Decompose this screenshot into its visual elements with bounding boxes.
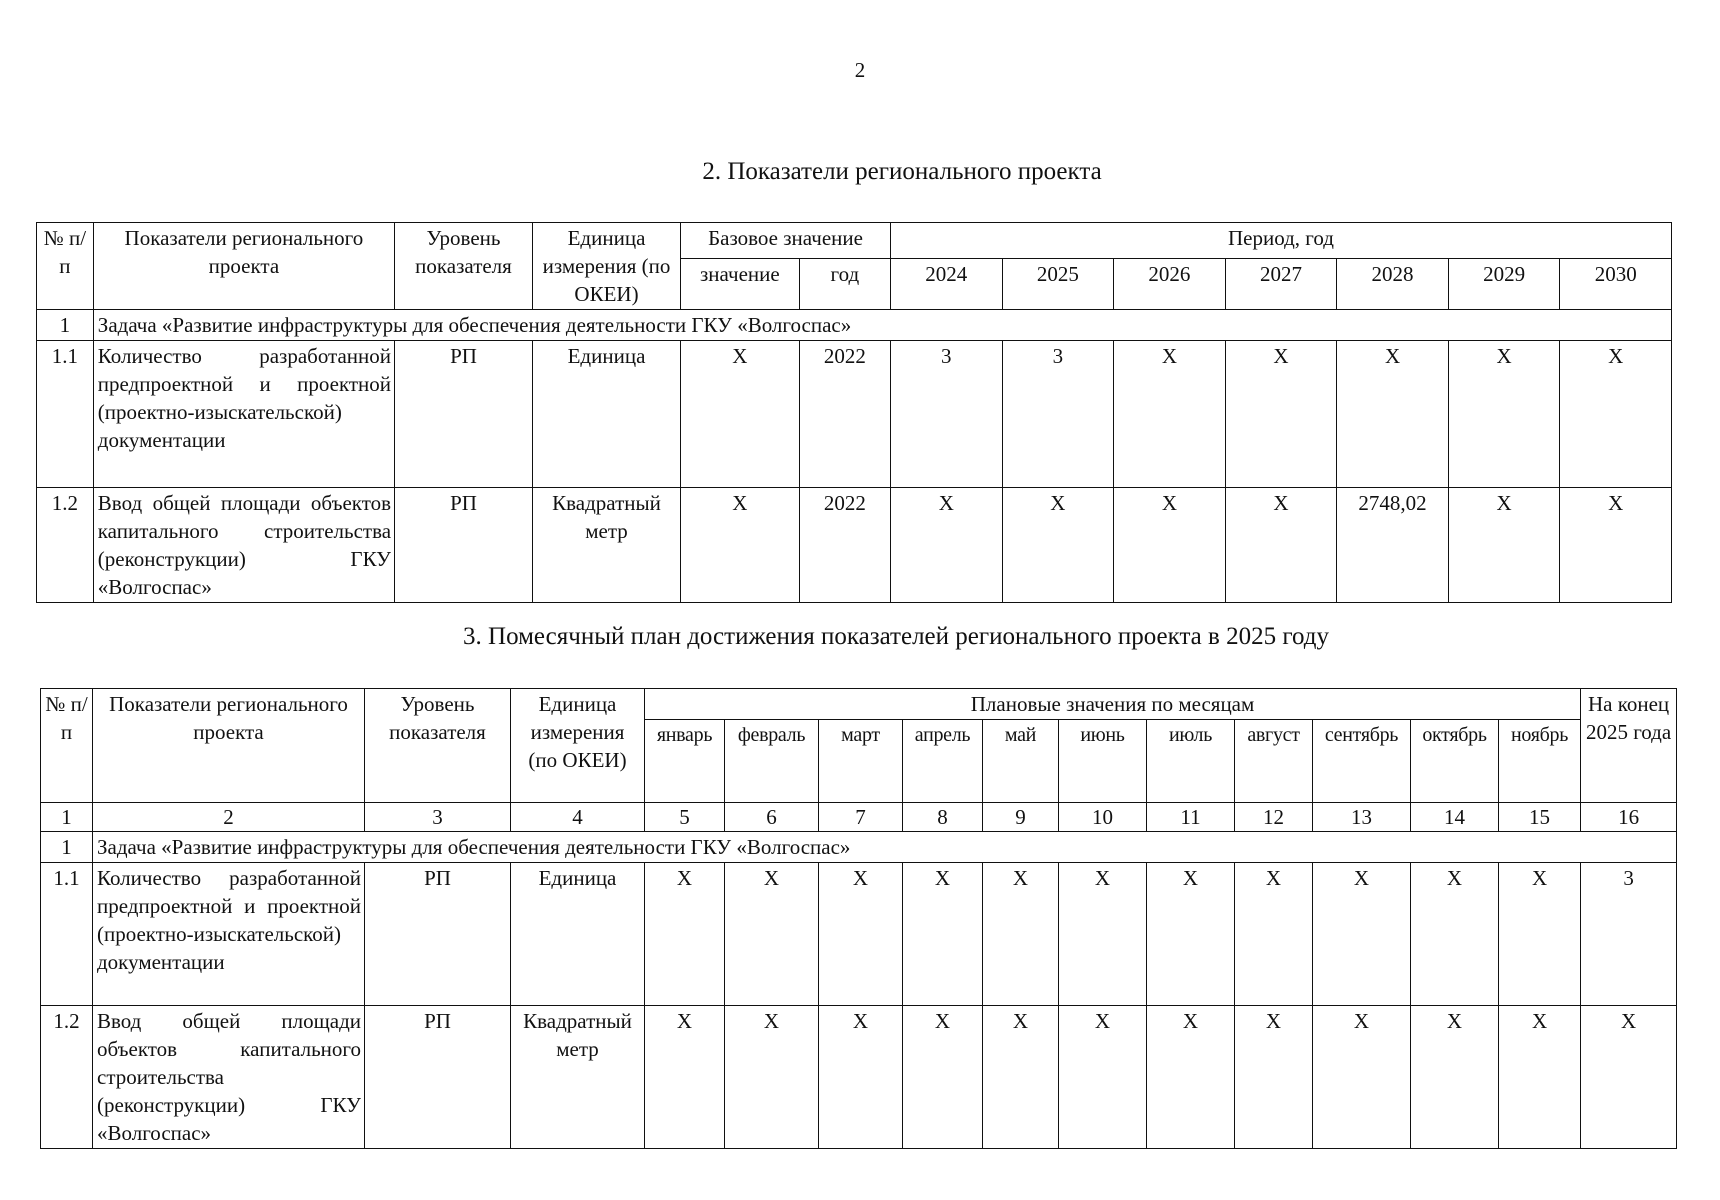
header-month: февраль [725,720,819,803]
row-month-value: X [903,863,983,1006]
task-text: Задача «Развитие инфраструктуры для обеспечения деятельности ГКУ «Волгоспас» [93,310,1671,341]
row-num: 1.2 [37,488,94,603]
row-year-value: X [1114,341,1226,488]
row-month-value: X [1059,863,1147,1006]
row-year-value: X [1448,488,1560,603]
row-month-value: X [1499,1006,1581,1149]
header-level: Уровень показателя [395,223,533,310]
header-month: июнь [1059,720,1147,803]
header-indicator: Показатели регионального проекта [93,689,365,803]
task-row [41,832,1677,863]
row-month-value: X [1147,863,1235,1006]
row-base-value: X [681,341,800,488]
row-unit: Единица [511,863,645,1006]
row-num: 1.1 [41,863,93,1006]
row-level: РП [365,863,511,1006]
table-row [41,1006,1677,1149]
column-numbers-row [41,803,1677,832]
header-num: № п/п [37,223,94,310]
header-year: 2027 [1225,259,1337,310]
row-level: РП [395,488,533,603]
column-number: 14 [1411,803,1499,832]
column-number: 15 [1499,803,1581,832]
row-year-value: X [1560,341,1672,488]
column-number: 3 [365,803,511,832]
column-number: 11 [1147,803,1235,832]
column-number: 6 [725,803,819,832]
row-month-value: X [1411,863,1499,1006]
header-month: август [1235,720,1313,803]
table-row [37,488,1672,603]
row-indicator: Ввод общей площади объектов капитального строительства (реконструкции) ГКУ «Волгоспас» [93,1006,365,1149]
row-month-value: X [983,863,1059,1006]
indicators-table [36,222,1672,603]
row-month-value: X [1411,1006,1499,1149]
row-month-value: X [1313,1006,1411,1149]
header-year: 2026 [1114,259,1226,310]
column-number: 9 [983,803,1059,832]
header-period: Период, год [891,223,1672,259]
header-unit: Единица измерения (по ОКЕИ) [532,223,680,310]
header-month: сентябрь [1313,720,1411,803]
row-month-value: X [725,1006,819,1149]
column-number: 8 [903,803,983,832]
row-year-value: 2748,02 [1337,488,1449,603]
row-year-value: 3 [891,341,1003,488]
header-base: Базовое значение [681,223,891,259]
header-year: 2028 [1337,259,1449,310]
row-month-value: X [645,863,725,1006]
table-row [41,863,1677,1006]
row-month-value: X [903,1006,983,1149]
section-2-title: 2. Показатели регионального проекта [702,158,1102,185]
column-number: 1 [41,803,93,832]
row-month-value: X [1059,1006,1147,1149]
header-unit: Единица измерения (по ОКЕИ) [511,689,645,803]
row-unit: Квадратный метр [532,488,680,603]
row-month-value: X [1313,863,1411,1006]
monthly-plan-table [40,688,1677,1149]
row-end-value: X [1581,1006,1677,1149]
row-month-value: X [1147,1006,1235,1149]
row-month-value: X [1499,863,1581,1006]
header-end-of-year: На конец 2025 года [1581,689,1677,803]
header-month: октябрь [1411,720,1499,803]
header-year: 2030 [1560,259,1672,310]
row-num: 1.1 [37,341,94,488]
task-text: Задача «Развитие инфраструктуры для обеспечения деятельности ГКУ «Волгоспас» [93,832,1677,863]
column-number: 2 [93,803,365,832]
row-month-value: X [1235,1006,1313,1149]
row-base-value: X [681,488,800,603]
row-year-value: 3 [1002,341,1114,488]
header-year: 2024 [891,259,1003,310]
row-end-value: 3 [1581,863,1677,1006]
row-year-value: X [1448,341,1560,488]
row-base-year: 2022 [799,488,890,603]
row-year-value: X [1114,488,1226,603]
row-num: 1.2 [41,1006,93,1149]
column-number: 10 [1059,803,1147,832]
header-month: апрель [903,720,983,803]
row-year-value: X [1225,488,1337,603]
row-month-value: X [1235,863,1313,1006]
column-number: 5 [645,803,725,832]
header-month: январь [645,720,725,803]
header-plan: Плановые значения по месяцам [645,689,1581,720]
row-indicator: Количество разработанной предпроектной и проектной (проектно-изыскательской) документации [93,341,394,488]
task-num: 1 [41,832,93,863]
row-indicator: Ввод общей площади объектов капитального строительства (реконструкции) ГКУ «Волгоспас» [93,488,394,603]
row-level: РП [395,341,533,488]
header-year: 2025 [1002,259,1114,310]
row-year-value: X [891,488,1003,603]
row-year-value: X [1002,488,1114,603]
row-year-value: X [1560,488,1672,603]
row-month-value: X [819,1006,903,1149]
row-month-value: X [819,863,903,1006]
header-month: март [819,720,903,803]
task-num: 1 [37,310,94,341]
row-base-year: 2022 [799,341,890,488]
page-number: 2 [854,58,866,82]
row-unit: Единица [532,341,680,488]
header-year: 2029 [1448,259,1560,310]
header-level: Уровень показателя [365,689,511,803]
column-number: 7 [819,803,903,832]
section-3-title: 3. Помесячный план достижения показателей регионального проекта в 2025 году [463,623,1329,650]
header-month: июль [1147,720,1235,803]
column-number: 12 [1235,803,1313,832]
row-unit: Квадратный метр [511,1006,645,1149]
column-number: 13 [1313,803,1411,832]
header-month: май [983,720,1059,803]
header-indicator: Показатели регионального проекта [93,223,394,310]
row-indicator: Количество разработанной предпроектной и проектной (проектно-изыскательской) документации [93,863,365,1006]
row-month-value: X [983,1006,1059,1149]
header-month: ноябрь [1499,720,1581,803]
row-year-value: X [1337,341,1449,488]
table-row [37,341,1672,488]
header-base-year: год [799,259,890,310]
row-level: РП [365,1006,511,1149]
column-number: 4 [511,803,645,832]
row-year-value: X [1225,341,1337,488]
column-number: 16 [1581,803,1677,832]
header-num: № п/п [41,689,93,803]
header-base-value: значение [681,259,800,310]
task-row [37,310,1672,341]
row-month-value: X [645,1006,725,1149]
row-month-value: X [725,863,819,1006]
